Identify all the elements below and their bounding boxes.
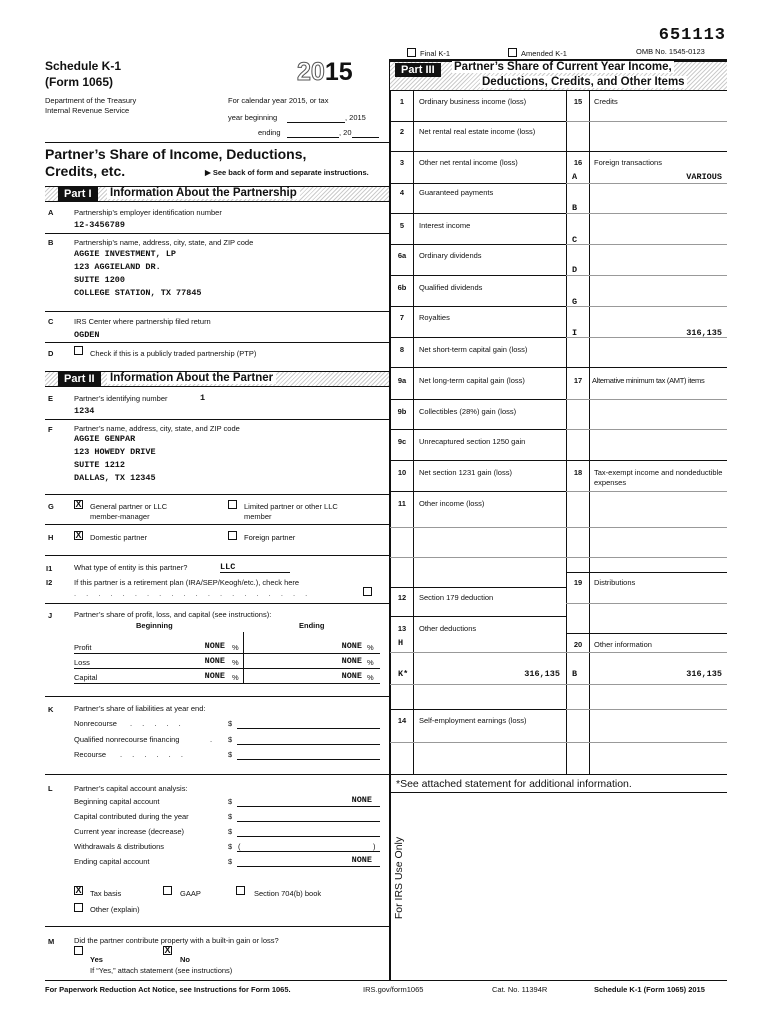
- j-ending-header: Ending: [299, 621, 325, 630]
- footer-paperwork: For Paperwork Reduction Act Notice, see Instructions for Form 1065.: [45, 985, 291, 994]
- k-qualified-field[interactable]: [237, 735, 380, 745]
- l9c-rule: [390, 460, 727, 461]
- l11-num: 11: [398, 499, 406, 508]
- other-explain-checkbox[interactable]: [74, 903, 83, 912]
- limited-partner-label2: member: [244, 512, 272, 521]
- l-withdrawals-label: Withdrawals & distributions: [74, 842, 165, 851]
- l-withdrawals-open-paren: (: [238, 842, 241, 851]
- amended-k1-label: Amended K-1: [521, 49, 567, 58]
- j-profit-begin[interactable]: NONE: [204, 641, 225, 651]
- k-qualified-leader: .: [210, 735, 213, 744]
- line-c-rule: [45, 342, 389, 343]
- l11-rule: [390, 587, 566, 588]
- line-i2-leader: . . . . . . . . . . . . . . . . . . . .: [74, 589, 312, 598]
- line-i2-letter: I2: [46, 578, 53, 587]
- entity-type[interactable]: LLC: [220, 562, 290, 573]
- line-b-rule: [45, 311, 389, 312]
- l14-num: 14: [397, 716, 407, 725]
- year-beginning-field[interactable]: [287, 113, 345, 123]
- foreign-partner-checkbox[interactable]: [228, 531, 237, 540]
- general-partner-label1: General partner or LLC: [90, 502, 168, 511]
- gaap-checkbox[interactable]: [163, 886, 172, 895]
- l16-sub-rule4: [566, 275, 727, 276]
- l17-sub-rule2: [566, 429, 727, 430]
- l16-sub-rule3: [566, 244, 727, 245]
- l4-label: Guaranteed payments: [419, 188, 494, 197]
- l11-sub-rule2: [390, 557, 566, 558]
- see-attached-rule: [390, 792, 727, 793]
- l15-rule: [566, 151, 727, 152]
- l5-label: Interest income: [419, 221, 471, 230]
- l13-num: 13: [397, 624, 407, 633]
- l6a-num: 6a: [397, 251, 407, 260]
- l9a-rule: [390, 399, 566, 400]
- line-f-rule: [45, 494, 389, 495]
- k-recourse-label: Recourse: [74, 750, 107, 759]
- part3-bottom-rule: [390, 774, 727, 775]
- ending-suffix: , 20: [339, 128, 352, 137]
- partner-name-line2[interactable]: 123 HOWEDY DRIVE: [74, 447, 156, 457]
- l13-sub-rule2: [390, 684, 566, 685]
- l3-num: 3: [399, 158, 405, 167]
- l19-sub-rule1: [566, 603, 727, 604]
- l-withdrawals-close-paren: ): [373, 842, 376, 851]
- l14-sub-rule: [390, 742, 566, 743]
- partner-name-line3[interactable]: SUITE 1212: [74, 460, 126, 470]
- year-outline: 20: [297, 58, 325, 86]
- k-qualified-label: Qualified nonrecourse financing: [74, 735, 180, 744]
- l9b-num: 9b: [397, 407, 407, 416]
- j-capital-begin-pct: %: [232, 673, 239, 682]
- line-l-letter: L: [48, 784, 53, 793]
- l6b-num: 6b: [397, 283, 407, 292]
- l8-rule: [390, 367, 727, 368]
- l-increase-line: [237, 827, 380, 837]
- general-partner-checkbox[interactable]: X: [75, 499, 82, 509]
- l16-code-d: D: [572, 265, 578, 275]
- l17-label: Alternative minimum tax (AMT) items: [592, 376, 705, 385]
- partnership-name-line3[interactable]: SUITE 1200: [74, 275, 126, 285]
- j-profit-end[interactable]: NONE: [341, 641, 362, 651]
- l-contributed-label: Capital contributed during the year: [74, 812, 189, 821]
- l9b-rule: [390, 429, 566, 430]
- part3-title-line2: Deductions, Credits, and Other Items: [482, 76, 685, 88]
- footer-url[interactable]: IRS.gov/form1065: [363, 985, 424, 994]
- l19-label: Distributions: [594, 578, 636, 587]
- domestic-partner-checkbox[interactable]: X: [75, 530, 82, 540]
- l2-label: Net rental real estate income (loss): [419, 127, 536, 136]
- year-beginning-suffix: , 2015: [345, 113, 366, 122]
- l12-num: 12: [397, 593, 407, 602]
- partnership-ein[interactable]: 12-3456789: [74, 220, 126, 230]
- k-recourse-field[interactable]: [237, 750, 380, 760]
- line-j-rule: [45, 696, 389, 697]
- m-note: If “Yes,” attach statement (see instructions): [90, 966, 233, 975]
- header-divider: [45, 142, 390, 143]
- form-code: 651113: [658, 26, 726, 45]
- form-title-line2: Credits, etc.: [45, 163, 126, 179]
- bottom-rule: [45, 980, 727, 981]
- j-profit-begin-pct: %: [232, 643, 239, 652]
- see-attached-note: *See attached statement for additional information.: [396, 778, 632, 790]
- l3-label: Other net rental income (loss): [419, 158, 518, 167]
- l13-sub-rule1: [390, 652, 566, 653]
- l20-sub-rule2: [566, 684, 727, 685]
- k-qualified-dollar: $: [228, 735, 233, 744]
- k-nonrecourse-leader: . . . . .: [130, 719, 185, 728]
- l-ending-value[interactable]: NONE: [351, 855, 372, 865]
- line-d-letter: D: [48, 349, 54, 358]
- line-i1-label: What type of entity is this partner?: [74, 563, 188, 572]
- l-contributed-line: [237, 812, 380, 822]
- l17-num: 17: [573, 376, 583, 385]
- line-m-label: Did the partner contribute property with a built-in gain or loss?: [74, 936, 279, 945]
- tax-basis-label: Tax basis: [90, 889, 122, 898]
- line-c-label: IRS Center where partnership filed return: [74, 317, 211, 326]
- l16-sub-rule1: [566, 183, 727, 184]
- m-no-checkbox[interactable]: X: [164, 945, 171, 955]
- l20-code-b: B: [572, 669, 578, 679]
- m-yes-label: Yes: [90, 955, 103, 964]
- line-b-label: Partnership’s name, address, city, state, and ZIP code: [74, 238, 254, 247]
- p3-right-numcol-divider: [589, 91, 590, 774]
- center-divider: [389, 59, 391, 981]
- part3-title-line1: Partner’s Share of Current Year Income,: [454, 61, 672, 73]
- l2-rule: [390, 151, 566, 152]
- line-i1-letter: I1: [46, 564, 53, 573]
- j-capital-end-pct: %: [367, 673, 374, 682]
- footer-form-id: Schedule K-1 (Form 1065) 2015: [594, 985, 705, 994]
- l16-code-a: A: [572, 172, 578, 182]
- l1-num: 1: [399, 97, 405, 106]
- line-i2-rule: [45, 603, 389, 604]
- k-recourse-dollar: $: [228, 750, 233, 759]
- line-h-rule: [45, 555, 389, 556]
- part1-title: Information About the Partnership: [107, 187, 300, 199]
- l9a-num: 9a: [397, 376, 407, 385]
- part1-label: Part I: [58, 187, 98, 201]
- line-e-label: Partner’s identifying number: [74, 394, 168, 403]
- domestic-partner-label: Domestic partner: [90, 533, 148, 542]
- part3-label: Part III: [395, 63, 441, 77]
- line-a-label: Partnership’s employer identification number: [74, 208, 222, 217]
- l15-num: 15: [573, 97, 583, 106]
- l-beginning-label: Beginning capital account: [74, 797, 160, 806]
- l12-rule: [390, 616, 566, 617]
- j-loss-end-pct: %: [367, 658, 374, 667]
- l7-label: Royalties: [419, 313, 450, 322]
- l16-code-i: I: [572, 328, 578, 338]
- l18-num: 18: [573, 468, 583, 477]
- j-capital-label: Capital: [74, 673, 98, 682]
- line-a-rule: [45, 233, 389, 234]
- line-c-letter: C: [48, 317, 54, 326]
- j-loss-label: Loss: [74, 658, 90, 667]
- ending-year-field[interactable]: [352, 128, 379, 138]
- irs-center[interactable]: OGDEN: [74, 330, 100, 340]
- l11-sub-rule1: [390, 527, 566, 528]
- l6b-rule: [390, 306, 566, 307]
- other-explain-label: Other (explain): [90, 905, 140, 914]
- line-b-letter: B: [48, 238, 54, 247]
- l13-label: Other deductions: [419, 624, 477, 633]
- partner-name-line1[interactable]: AGGIE GENPAR: [74, 434, 136, 444]
- year-beginning-label: year beginning: [228, 113, 278, 122]
- m-no-label: No: [180, 955, 190, 964]
- j-capital-rule: [74, 683, 380, 684]
- irs-label: Internal Revenue Service: [45, 106, 130, 115]
- j-profit-end-pct: %: [367, 643, 374, 652]
- l18-rule: [566, 572, 727, 573]
- general-partner-label2: member-manager: [90, 512, 150, 521]
- j-loss-begin-pct: %: [232, 658, 239, 667]
- line-e-rule: [45, 419, 389, 420]
- section-704b-checkbox[interactable]: [236, 886, 245, 895]
- l2-num: 2: [399, 127, 405, 136]
- line-k-letter: K: [48, 705, 54, 714]
- l20-sub-rule3: [566, 709, 727, 710]
- l-withdrawals-dollar: $: [228, 842, 233, 851]
- l7-num: 7: [399, 313, 405, 322]
- l20-num: 20: [573, 640, 583, 649]
- l1-label: Ordinary business income (loss): [419, 97, 527, 106]
- p3-middle-divider: [566, 91, 567, 774]
- l-increase-dollar: $: [228, 827, 233, 836]
- j-profit-label: Profit: [74, 643, 92, 652]
- tax-year: [297, 58, 353, 87]
- gaap-label: GAAP: [180, 889, 201, 898]
- l-ending-label: Ending capital account: [74, 857, 150, 866]
- line-g-rule: [45, 524, 389, 525]
- l9a-label: Net long-term capital gain (loss): [419, 376, 525, 385]
- j-divider: [243, 632, 244, 684]
- l16-sub-rule6: [566, 337, 727, 338]
- omb-number: OMB No. 1545-0123: [636, 47, 705, 56]
- l8-label: Net short-term capital gain (loss): [419, 345, 528, 354]
- partnership-name-line4[interactable]: COLLEGE STATION, TX 77845: [74, 288, 202, 298]
- footer-cat-no: Cat. No. 11394R: [492, 985, 548, 994]
- line-f-label: Partner’s name, address, city, state, and ZIP code: [74, 424, 240, 433]
- final-k1-label: Final K-1: [420, 49, 451, 58]
- l17-sub-rule1: [566, 399, 727, 400]
- l12-label: Section 179 deduction: [419, 593, 494, 602]
- line-k-label: Partner’s share of liabilities at year end:: [74, 704, 206, 713]
- l10-rule: [390, 491, 566, 492]
- part2-label: Part II: [58, 372, 101, 386]
- line-k-rule: [45, 774, 389, 775]
- line-h-letter: H: [48, 533, 54, 542]
- foreign-partner-label: Foreign partner: [244, 533, 296, 542]
- l20-sub-rule1: [566, 652, 727, 653]
- part2-title: Information About the Partner: [107, 372, 276, 384]
- l1-rule: [390, 121, 566, 122]
- l20-sub-rule4: [566, 742, 727, 743]
- l19-rule: [566, 633, 727, 634]
- partner-id[interactable]: 1234: [74, 406, 95, 416]
- l6a-label: Ordinary dividends: [419, 251, 482, 260]
- line-l-label: Partner’s capital account analysis:: [74, 784, 188, 793]
- m-yes-checkbox[interactable]: [74, 946, 83, 955]
- j-profit-rule: [74, 653, 380, 654]
- l13-code-1: H: [398, 638, 404, 648]
- l-beginning-dollar: $: [228, 797, 233, 806]
- p3-left-numcol-divider: [413, 91, 414, 774]
- j-capital-end[interactable]: NONE: [341, 671, 362, 681]
- l-ending-dollar: $: [228, 857, 233, 866]
- form-number: (Form 1065): [45, 75, 114, 89]
- l10-label: Net section 1231 gain (loss): [419, 468, 512, 477]
- l16-num: 16: [573, 158, 583, 167]
- line-d-label: Check if this is a publicly traded partnership (PTP): [90, 349, 257, 358]
- l-withdrawals-line: [237, 842, 380, 852]
- partner-name-line4[interactable]: DALLAS, TX 12345: [74, 473, 156, 483]
- form-title-line1: Partner’s Share of Income, Deductions,: [45, 146, 307, 162]
- l3-rule: [390, 183, 566, 184]
- l16-label: Foreign transactions: [594, 158, 662, 167]
- l10-num: 10: [397, 468, 407, 477]
- l5-rule: [390, 244, 566, 245]
- l8-num: 8: [399, 345, 405, 354]
- see-back-note: ▶ See back of form and separate instructions.: [205, 168, 369, 177]
- limited-partner-checkbox[interactable]: [228, 500, 237, 509]
- j-capital-begin[interactable]: NONE: [204, 671, 225, 681]
- year-bold: 15: [324, 58, 353, 86]
- line-j-letter: J: [48, 611, 53, 620]
- retirement-plan-checkbox[interactable]: [363, 587, 372, 596]
- line-j-label: Partner’s share of profit, loss, and capital (see instructions):: [74, 610, 272, 619]
- l16-code-b: B: [572, 203, 578, 213]
- l13-rule: [390, 709, 566, 710]
- l18-sub-rule3: [566, 557, 727, 558]
- k-nonrecourse-label: Nonrecourse: [74, 719, 117, 728]
- ending-label: ending: [258, 128, 281, 137]
- j-beginning-header: Beginning: [136, 621, 173, 630]
- l18-sub-rule2: [566, 527, 727, 528]
- l14-label: Self-employment earnings (loss): [419, 716, 527, 725]
- l16-code-c: C: [572, 235, 578, 245]
- l18-label: Tax-exempt income and nondeductible expenses: [594, 468, 723, 487]
- ending-field[interactable]: [287, 128, 339, 138]
- limited-partner-label1: Limited partner or other LLC: [244, 502, 338, 511]
- l15-sub-rule1: [566, 121, 727, 122]
- amended-k1-checkbox[interactable]: [508, 48, 517, 57]
- line-a-letter: A: [48, 208, 54, 217]
- l4-rule: [390, 213, 566, 214]
- l-increase-label: Current year increase (decrease): [74, 827, 185, 836]
- l16-sub-rule2: [566, 213, 727, 214]
- l15-label: Credits: [594, 97, 618, 106]
- l20-label: Other information: [594, 640, 652, 649]
- l9c-num: 9c: [397, 437, 407, 446]
- partnership-name-line2[interactable]: 123 AGGIELAND DR.: [74, 262, 161, 272]
- l-contributed-dollar: $: [228, 812, 233, 821]
- l6b-label: Qualified dividends: [419, 283, 483, 292]
- l13-code-2: K*: [398, 669, 409, 679]
- l20-value-b[interactable]: 316,135: [686, 669, 722, 679]
- final-k1-checkbox[interactable]: [407, 48, 416, 57]
- l16-code-g: G: [572, 297, 578, 307]
- dept-treasury: Department of the Treasury: [45, 96, 137, 105]
- j-loss-end[interactable]: NONE: [341, 656, 362, 666]
- schedule-title: Schedule K-1: [45, 59, 122, 73]
- l16-value-i[interactable]: 316,135: [686, 328, 722, 338]
- l5-num: 5: [399, 221, 405, 230]
- l13-value-2[interactable]: 316,135: [524, 669, 560, 679]
- line-l-rule: [45, 926, 389, 927]
- l16-value-a[interactable]: VARIOUS: [686, 172, 722, 182]
- calendar-year-label: For calendar year 2015, or tax: [228, 96, 329, 105]
- line-m-letter: M: [48, 937, 55, 946]
- irs-use-only: For IRS Use Only: [393, 836, 405, 920]
- l9c-label: Unrecaptured section 1250 gain: [419, 437, 526, 446]
- line-i2-label: If this partner is a retirement plan (IRA/SEP/Keogh/etc.), check here: [74, 578, 300, 587]
- j-loss-rule: [74, 668, 380, 669]
- ptp-checkbox[interactable]: [74, 346, 83, 355]
- tax-basis-checkbox[interactable]: X: [75, 885, 82, 895]
- line-f-letter: F: [48, 425, 53, 434]
- l-beginning-value[interactable]: NONE: [351, 795, 372, 805]
- l11-label: Other income (loss): [419, 499, 485, 508]
- l7-rule: [390, 337, 566, 338]
- l9b-label: Collectibles (28%) gain (loss): [419, 407, 517, 416]
- l6a-rule: [390, 275, 566, 276]
- k-nonrecourse-field[interactable]: [237, 719, 380, 729]
- j-loss-begin[interactable]: NONE: [204, 656, 225, 666]
- k-recourse-leader: . . . . . .: [120, 750, 187, 759]
- l19-num: 19: [573, 578, 583, 587]
- section-704b-label: Section 704(b) book: [254, 889, 322, 898]
- l16-sub-rule5: [566, 306, 727, 307]
- line-g-letter: G: [48, 502, 54, 511]
- l4-num: 4: [399, 188, 405, 197]
- l18-sub-rule1: [566, 491, 727, 492]
- partnership-name-line1[interactable]: AGGIE INVESTMENT, LP: [74, 249, 177, 259]
- line-e-letter: E: [48, 394, 54, 403]
- partner-id-suffix: 1: [200, 393, 206, 403]
- k-nonrecourse-dollar: $: [228, 719, 233, 728]
